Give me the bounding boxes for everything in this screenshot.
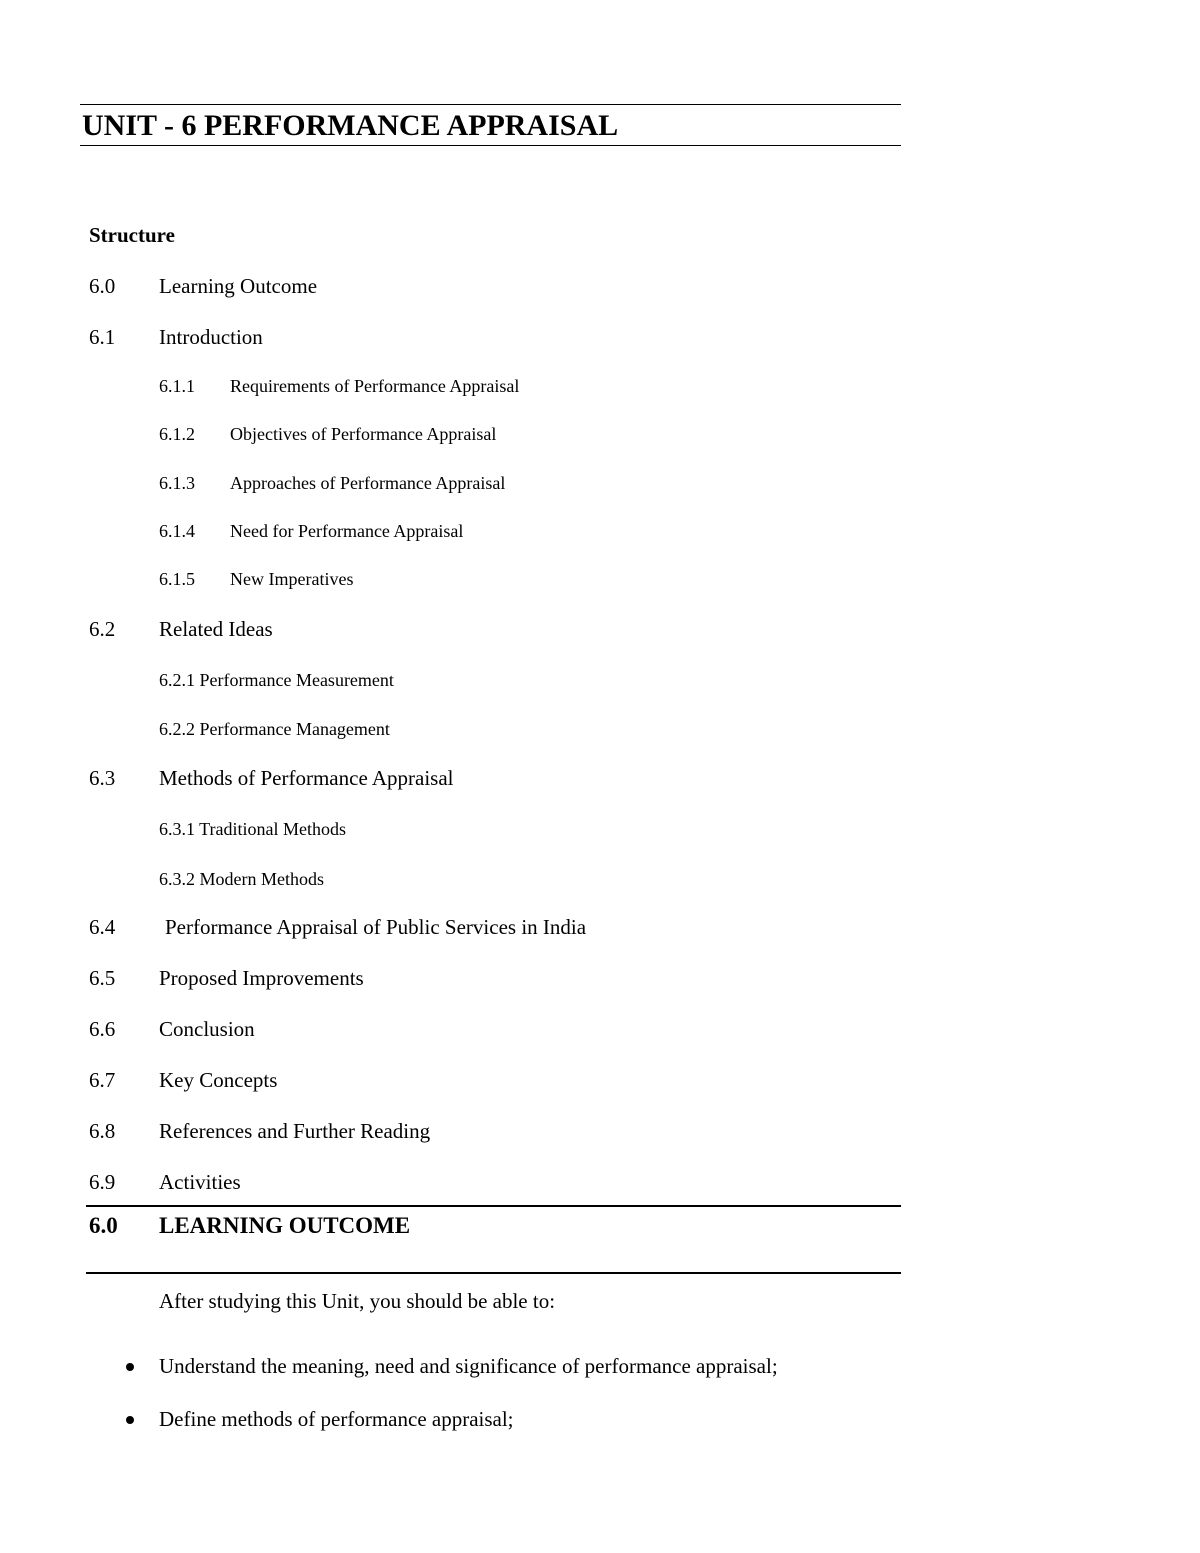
bullet-icon bbox=[126, 1363, 134, 1371]
toc-label: New Imperatives bbox=[230, 569, 354, 589]
toc-subitem: 6.2.1 Performance Measurement bbox=[159, 670, 394, 690]
toc-label: Performance Appraisal of Public Services in India bbox=[165, 915, 587, 939]
toc-number: 6.9 bbox=[89, 1170, 116, 1194]
toc-label: Introduction bbox=[159, 325, 263, 349]
toc-label: Learning Outcome bbox=[159, 274, 318, 298]
toc-label: Related Ideas bbox=[159, 617, 273, 641]
toc-number: 6.1.1 bbox=[159, 376, 195, 396]
toc-number: 6.1 bbox=[89, 325, 116, 349]
toc-number: 6.6 bbox=[89, 1017, 116, 1041]
section-heading bbox=[89, 1212, 411, 1240]
structure-heading: Structure bbox=[89, 223, 175, 247]
toc-number: 6.2 bbox=[89, 617, 116, 641]
toc-label: Need for Performance Appraisal bbox=[230, 521, 464, 541]
toc-subitem: 6.3.2 Modern Methods bbox=[159, 869, 324, 889]
list-item-text: Define methods of performance appraisal; bbox=[159, 1407, 514, 1431]
title-bottom-rule bbox=[80, 145, 901, 146]
toc-label: Objectives of Performance Appraisal bbox=[230, 424, 497, 444]
toc-label: Requirements of Performance Appraisal bbox=[230, 376, 520, 396]
toc-number: 6.1.5 bbox=[159, 569, 195, 589]
section-title: LEARNING OUTCOME bbox=[159, 1213, 411, 1238]
section-top-rule bbox=[86, 1205, 901, 1207]
toc-label: Proposed Improvements bbox=[159, 966, 364, 990]
toc-number: 6.1.4 bbox=[159, 521, 195, 541]
toc-label: Methods of Performance Appraisal bbox=[159, 766, 454, 790]
list-item-text: Understand the meaning, need and significance of performance appraisal; bbox=[159, 1354, 778, 1378]
toc-label: Key Concepts bbox=[159, 1068, 278, 1092]
toc-number: 6.1.3 bbox=[159, 473, 195, 493]
toc-number: 6.5 bbox=[89, 966, 116, 990]
toc-number: 6.3 bbox=[89, 766, 116, 790]
title-top-rule bbox=[80, 104, 901, 105]
toc-label: References and Further Reading bbox=[159, 1119, 431, 1143]
toc-number: 6.0 bbox=[89, 274, 116, 298]
section-number: 6.0 bbox=[89, 1213, 118, 1238]
toc-number: 6.4 bbox=[89, 915, 116, 939]
toc-label: Activities bbox=[159, 1170, 241, 1194]
toc-subitem: 6.3.1 Traditional Methods bbox=[159, 819, 347, 839]
toc-number: 6.8 bbox=[89, 1119, 116, 1143]
toc-number: 6.1.2 bbox=[159, 424, 195, 444]
toc-label: Conclusion bbox=[159, 1017, 255, 1041]
toc-number: 6.7 bbox=[89, 1068, 116, 1092]
section-intro: After studying this Unit, you should be able to: bbox=[159, 1289, 556, 1313]
unit-title: UNIT - 6 PERFORMANCE APPRAISAL bbox=[82, 109, 619, 142]
toc-subitem: 6.2.2 Performance Management bbox=[159, 719, 390, 739]
section-bottom-rule bbox=[86, 1272, 901, 1274]
bullet-icon bbox=[126, 1416, 134, 1424]
toc-label: Approaches of Performance Appraisal bbox=[230, 473, 506, 493]
